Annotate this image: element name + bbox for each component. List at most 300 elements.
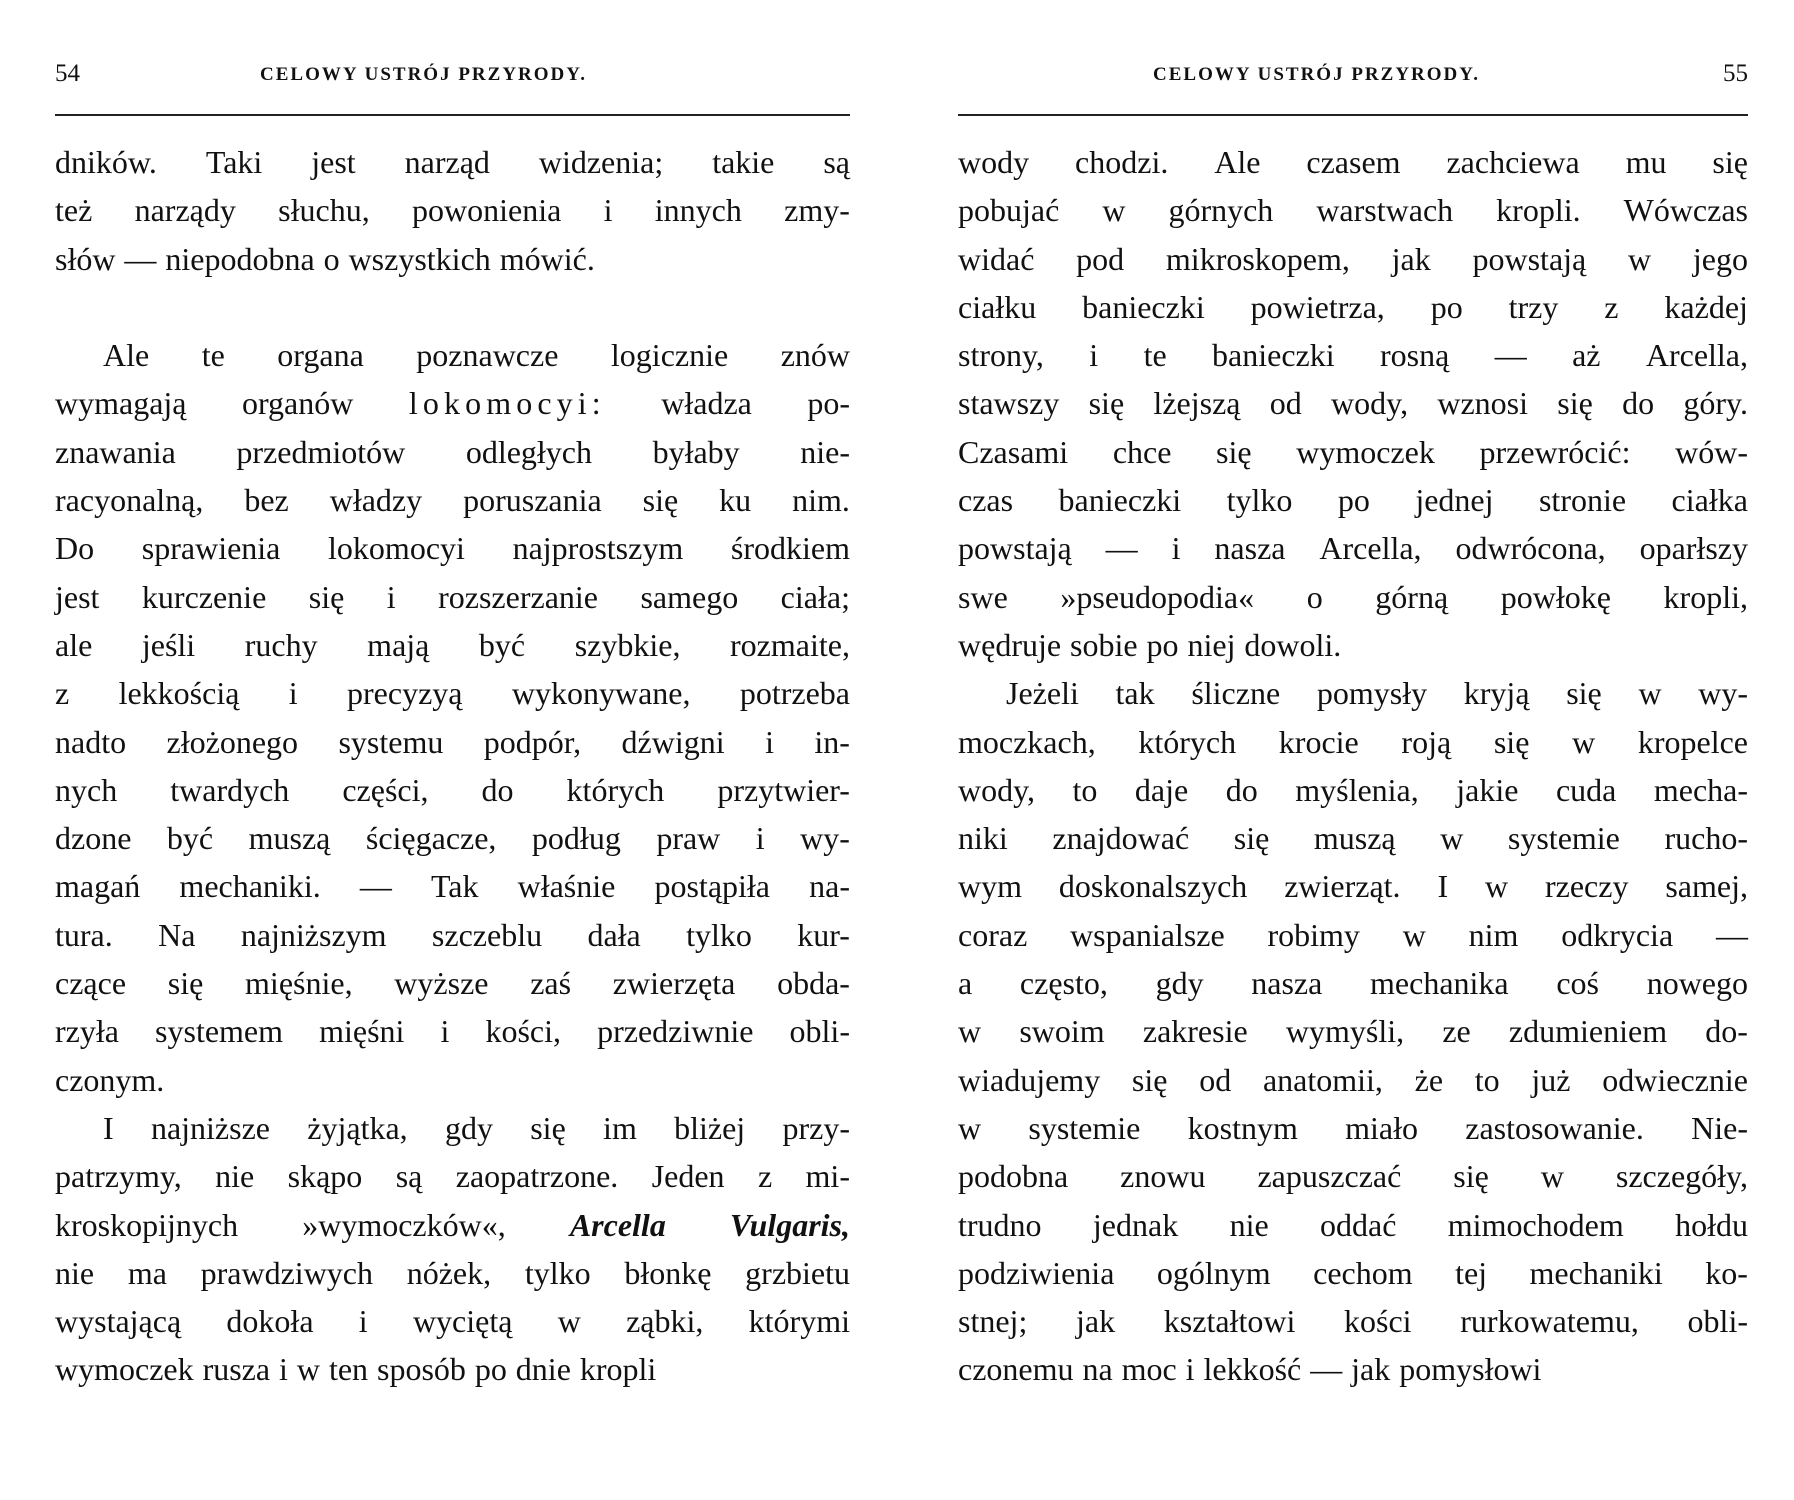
word: do xyxy=(1225,771,1258,808)
word: się xyxy=(1493,723,1530,760)
text-line xyxy=(958,669,1748,717)
text-line xyxy=(958,1007,1748,1055)
word: odległych xyxy=(465,433,592,470)
text-line xyxy=(55,428,850,476)
text-line xyxy=(958,1056,1748,1104)
word: przedmiotów xyxy=(236,433,406,470)
text-line xyxy=(55,476,850,524)
word: w xyxy=(557,1303,581,1340)
word: po xyxy=(474,1351,507,1388)
text-line xyxy=(958,379,1748,427)
word: kroskopijnych xyxy=(55,1206,239,1243)
word: mięśni xyxy=(319,1013,405,1050)
word: podpór, xyxy=(483,723,582,760)
word: im xyxy=(603,1109,637,1146)
word: nie xyxy=(55,1254,95,1291)
word: mówić. xyxy=(499,240,595,277)
word: w xyxy=(1627,240,1652,277)
text-line xyxy=(55,331,850,379)
word: górnych xyxy=(1168,192,1274,229)
word: i xyxy=(440,1013,450,1050)
word: ciała; xyxy=(780,578,850,615)
word: się xyxy=(1088,385,1125,422)
word: przewrócić: xyxy=(1479,433,1631,470)
word: już xyxy=(1531,1061,1571,1098)
word: się xyxy=(530,1109,566,1146)
word: bez xyxy=(244,482,289,519)
text-line xyxy=(55,1007,850,1055)
word: poruszania xyxy=(463,482,602,519)
word: słów xyxy=(55,240,116,277)
word: doskonalszych xyxy=(1058,868,1248,905)
word: do xyxy=(1622,385,1655,422)
word: banieczki xyxy=(1212,337,1335,374)
text-line xyxy=(958,814,1748,862)
word: czonym. xyxy=(55,1061,165,1098)
text-line xyxy=(55,911,850,959)
word: mimochodem xyxy=(1447,1206,1624,1243)
word: Czasami xyxy=(958,433,1069,470)
text-line xyxy=(55,1201,850,1249)
word: czas xyxy=(958,482,1014,519)
word: jednej xyxy=(1415,482,1494,519)
word: i xyxy=(1171,530,1181,567)
word: nie- xyxy=(800,433,850,470)
word: szybkie, xyxy=(574,626,681,663)
text-line xyxy=(55,766,850,814)
word: poznawcze xyxy=(416,337,559,374)
word: samego xyxy=(640,578,739,615)
word: którymi xyxy=(748,1303,850,1340)
word: błonkę xyxy=(624,1254,712,1291)
word: podobna xyxy=(958,1158,1069,1195)
word: a xyxy=(958,965,973,1002)
word: odkrycia xyxy=(1561,916,1674,953)
word: prawdziwych xyxy=(200,1254,373,1291)
word: tak xyxy=(1115,675,1155,712)
text-line xyxy=(55,959,850,1007)
word: po xyxy=(1430,288,1463,325)
text-line xyxy=(958,1152,1748,1200)
word: do xyxy=(481,771,514,808)
word: kropli xyxy=(579,1351,657,1388)
word: podziwienia xyxy=(958,1254,1115,1291)
word: takie xyxy=(712,144,775,180)
word: żyjątka, xyxy=(307,1109,408,1146)
word: się xyxy=(1233,820,1270,857)
word: mi- xyxy=(805,1158,850,1195)
word: kur- xyxy=(797,916,850,953)
word: innych xyxy=(654,192,742,229)
word: sobie xyxy=(1070,626,1138,663)
word: się xyxy=(1131,1061,1168,1098)
left-page xyxy=(55,0,850,1500)
word: po- xyxy=(807,385,850,422)
word: chodzi. xyxy=(1075,144,1169,180)
word: jest xyxy=(55,578,100,615)
word: zaopatrzone. xyxy=(455,1158,619,1195)
word: te xyxy=(201,337,225,374)
word: swoim xyxy=(1019,1013,1105,1050)
word: szczegóły, xyxy=(1615,1158,1748,1195)
paragraph-gap xyxy=(55,283,850,331)
word: warstwach xyxy=(1316,192,1454,229)
word: najniższym xyxy=(240,916,387,953)
word: kurczenie xyxy=(141,578,267,615)
word: powstają xyxy=(1472,240,1587,277)
text-line xyxy=(958,138,1748,186)
word: odwiecznie xyxy=(1602,1061,1748,1098)
word: powstają xyxy=(958,530,1072,567)
word: mikroskopem, xyxy=(1165,240,1350,277)
word: »pseudopodia« xyxy=(1060,578,1255,615)
word: ze xyxy=(1442,1013,1471,1050)
word: na xyxy=(1082,1351,1113,1388)
word: nóżek, xyxy=(406,1254,492,1291)
word: rusza xyxy=(202,1351,271,1388)
word: tylko xyxy=(686,916,752,953)
word: jednak xyxy=(1092,1206,1179,1243)
text-line xyxy=(958,1104,1748,1152)
word: w xyxy=(958,1109,982,1146)
word: Arcella, xyxy=(1319,530,1422,567)
word: Na xyxy=(158,916,196,953)
word: kości xyxy=(1344,1303,1412,1340)
word: Jeżeli xyxy=(1006,675,1079,712)
text-line xyxy=(55,1297,850,1345)
word: nasza xyxy=(1214,530,1286,567)
word: stnej; xyxy=(958,1303,1028,1340)
word: w xyxy=(1540,1158,1564,1195)
word: pobujać xyxy=(958,192,1060,229)
word: dokoła xyxy=(226,1303,314,1340)
text-line xyxy=(55,1152,850,1200)
word: systemie xyxy=(1028,1109,1141,1146)
page-number-right: 55 xyxy=(1723,60,1748,87)
word: Jeden xyxy=(651,1158,725,1195)
word: i xyxy=(765,723,774,760)
word: narządy xyxy=(134,192,236,229)
text-line xyxy=(958,524,1748,572)
word: mają xyxy=(367,626,430,663)
text-line xyxy=(55,1104,850,1152)
word: być xyxy=(478,626,526,663)
word: zdumieniem xyxy=(1508,1013,1668,1050)
word: zmy- xyxy=(784,192,850,229)
word: ciałka xyxy=(1671,482,1748,519)
word: byłaby xyxy=(652,433,740,470)
word: zwierząt. xyxy=(1284,868,1401,905)
word: znajdować xyxy=(1052,820,1190,857)
word: czonemu xyxy=(958,1351,1074,1388)
word: in- xyxy=(814,723,850,760)
text-line xyxy=(958,186,1748,234)
word: dników. xyxy=(55,144,157,180)
word: hołdu xyxy=(1675,1206,1748,1243)
word: ścięgacze, xyxy=(365,820,497,857)
word: roją xyxy=(1401,723,1452,760)
text-line xyxy=(55,1056,850,1104)
paragraph xyxy=(958,138,1748,669)
word: wy- xyxy=(800,820,850,857)
word: góry. xyxy=(1683,385,1748,422)
word: często, xyxy=(1019,965,1108,1002)
word: precyzyą xyxy=(347,675,463,712)
word: I xyxy=(1437,868,1449,905)
word: być xyxy=(166,820,214,857)
text-line xyxy=(55,379,850,427)
word: w xyxy=(1572,723,1596,760)
word: sposób xyxy=(376,1351,466,1388)
word: w xyxy=(1102,192,1126,229)
word: nych xyxy=(55,771,118,808)
text-line xyxy=(55,524,850,572)
word: organa xyxy=(277,337,364,374)
word: się xyxy=(1557,385,1593,422)
word: są xyxy=(823,144,850,180)
word: właśnie xyxy=(517,868,616,905)
word: wznosi xyxy=(1437,385,1528,422)
word: dowoli. xyxy=(1244,626,1342,663)
left-running-head xyxy=(55,56,850,116)
paragraph xyxy=(55,138,850,283)
word: postąpiła xyxy=(654,868,770,905)
word: ten xyxy=(328,1351,369,1388)
word: moc xyxy=(1121,1351,1177,1388)
word: I xyxy=(103,1109,114,1146)
word: mechaniki xyxy=(1529,1254,1663,1291)
text-line xyxy=(55,1249,850,1297)
word: wody xyxy=(958,144,1030,180)
word: się xyxy=(1566,675,1602,712)
word: władzy xyxy=(329,482,423,519)
word: niki xyxy=(958,820,1008,857)
word: z xyxy=(55,675,70,712)
word: wymagają xyxy=(55,385,187,422)
word: ku xyxy=(719,482,752,519)
word: wszystkich xyxy=(348,240,491,277)
word: strony, xyxy=(958,337,1044,374)
word: każdej xyxy=(1664,288,1748,325)
word: muszą xyxy=(1313,820,1396,857)
word: Arcella, xyxy=(1645,337,1748,374)
word: — xyxy=(359,868,392,905)
word: śliczne xyxy=(1191,675,1281,712)
word: i xyxy=(358,1303,368,1340)
word: sprawienia xyxy=(141,530,281,567)
word: się xyxy=(1712,144,1748,180)
word: lokomocyi xyxy=(328,530,465,567)
word: pomysłowi xyxy=(1399,1351,1542,1388)
word: moczkach, xyxy=(958,723,1096,760)
word: części, xyxy=(342,771,429,808)
word: oddać xyxy=(1320,1206,1397,1243)
word: jak xyxy=(1076,1303,1116,1340)
text-line xyxy=(55,862,850,910)
text-line xyxy=(958,911,1748,959)
word: cechom xyxy=(1313,1254,1413,1291)
right-page-text xyxy=(958,138,1748,1394)
word: w xyxy=(296,1351,320,1388)
text-line xyxy=(958,1201,1748,1249)
word: systemu xyxy=(338,723,444,760)
word: Nie- xyxy=(1691,1109,1748,1146)
word: magań xyxy=(55,868,141,905)
word: ma xyxy=(127,1254,167,1291)
word: i xyxy=(279,1351,288,1388)
paragraph xyxy=(55,1104,850,1394)
word: rozmaite, xyxy=(730,626,850,663)
word: wymoczek xyxy=(55,1351,194,1388)
word: systemie xyxy=(1507,820,1620,857)
word: obda- xyxy=(777,965,850,1002)
word: nie xyxy=(1229,1206,1269,1243)
word: Wówczas xyxy=(1623,192,1748,229)
text-line xyxy=(958,1345,1748,1393)
word: nadto xyxy=(55,723,127,760)
word: przedziwnie xyxy=(597,1013,754,1050)
text-line xyxy=(55,186,850,234)
word: mechanika xyxy=(1370,965,1509,1002)
word: odwrócona, xyxy=(1455,530,1606,567)
word: lżejszą xyxy=(1153,385,1241,422)
word: w xyxy=(958,1013,982,1050)
text-line xyxy=(958,862,1748,910)
word: to xyxy=(1072,771,1098,808)
word: w xyxy=(1484,868,1509,905)
word: organów xyxy=(241,385,354,422)
word: — xyxy=(124,240,157,277)
word: rzeczy xyxy=(1544,868,1629,905)
word: jak xyxy=(1351,1351,1391,1388)
text-line xyxy=(55,621,850,669)
word: mechaniki. xyxy=(179,868,321,905)
word: jego xyxy=(1692,240,1748,277)
word: potrzeba xyxy=(739,675,850,712)
word: od xyxy=(1199,1061,1232,1098)
word: zachciewa xyxy=(1446,144,1580,180)
word: chce xyxy=(1112,433,1172,470)
text-line xyxy=(55,138,850,186)
word: ko- xyxy=(1705,1254,1748,1291)
word: pod xyxy=(1076,240,1125,277)
word: ogólnym xyxy=(1156,1254,1271,1291)
word: muszą xyxy=(248,820,331,857)
word: i xyxy=(1185,1351,1195,1388)
word: i xyxy=(386,578,396,615)
word: zaś xyxy=(530,965,572,1002)
word: obli- xyxy=(1687,1303,1748,1340)
word: powonienia xyxy=(412,192,562,229)
word: po xyxy=(1337,482,1370,519)
word: kostnym xyxy=(1187,1109,1298,1146)
word: anatomii, xyxy=(1262,1061,1383,1098)
text-line xyxy=(958,718,1748,766)
word: i xyxy=(603,192,613,229)
word: zwierzęta xyxy=(612,965,736,1002)
word: lekkością xyxy=(118,675,240,712)
word: oparłszy xyxy=(1639,530,1748,567)
paragraph xyxy=(55,331,850,1104)
word: ale xyxy=(55,626,93,663)
word: i xyxy=(1089,337,1099,374)
text-line xyxy=(55,235,850,283)
word: robimy xyxy=(1267,916,1360,953)
word: jeśli xyxy=(141,626,196,663)
word: logicznie xyxy=(610,337,729,374)
word: gdy xyxy=(444,1109,493,1146)
text-line xyxy=(958,573,1748,621)
word: nim xyxy=(1468,916,1519,953)
word: trzy xyxy=(1508,288,1559,325)
word: mecha- xyxy=(1653,771,1748,808)
word: cuda xyxy=(1555,771,1617,808)
word: Do xyxy=(55,530,95,567)
word: wykonywane, xyxy=(511,675,691,712)
word: samej, xyxy=(1665,868,1748,905)
word: patrzymy, xyxy=(55,1158,182,1195)
text-line xyxy=(55,718,850,766)
word: zapuszczać xyxy=(1257,1158,1402,1195)
text-line xyxy=(958,428,1748,476)
word: nie xyxy=(215,1158,255,1195)
word: i xyxy=(755,820,765,857)
word: rosną xyxy=(1380,337,1450,374)
word: przy- xyxy=(782,1109,850,1146)
word: te xyxy=(1143,337,1167,374)
word: czące xyxy=(55,965,127,1002)
word: się xyxy=(167,965,204,1002)
word: praw xyxy=(656,820,721,857)
word: wym xyxy=(958,868,1022,905)
word: rozszerzanie xyxy=(438,578,598,615)
word: niej xyxy=(1187,626,1236,663)
word: coraz xyxy=(958,916,1028,953)
word: ciałku xyxy=(958,288,1037,325)
text-line xyxy=(958,476,1748,524)
word: po xyxy=(1146,626,1179,663)
word: skąpo xyxy=(287,1158,363,1195)
word: środkiem xyxy=(730,530,850,567)
word: rucho- xyxy=(1664,820,1748,857)
word: widzenia; xyxy=(538,144,664,180)
word: Ale xyxy=(1214,144,1261,180)
text-line xyxy=(55,573,850,621)
word: daje xyxy=(1134,771,1189,808)
word: banieczki xyxy=(1058,482,1182,519)
word: — xyxy=(1310,1351,1343,1388)
word: zakresie xyxy=(1142,1013,1248,1050)
word: wiadujemy xyxy=(958,1061,1101,1098)
word: najprostszym xyxy=(512,530,684,567)
word: lekkość xyxy=(1203,1351,1302,1388)
word: w xyxy=(1402,916,1426,953)
word: podług xyxy=(531,820,621,857)
word: z xyxy=(1604,288,1619,325)
text-line xyxy=(55,814,850,862)
word: do- xyxy=(1705,1013,1748,1050)
word: się xyxy=(1216,433,1252,470)
word: kropli, xyxy=(1663,578,1748,615)
word: krocie xyxy=(1278,723,1359,760)
word: w xyxy=(1440,820,1464,857)
word: wów- xyxy=(1675,433,1748,470)
word: miało xyxy=(1345,1109,1418,1146)
word: słuchu, xyxy=(278,192,370,229)
word: najniższe xyxy=(150,1109,270,1146)
word: są xyxy=(395,1158,423,1195)
word: mięśnie, xyxy=(245,965,353,1002)
